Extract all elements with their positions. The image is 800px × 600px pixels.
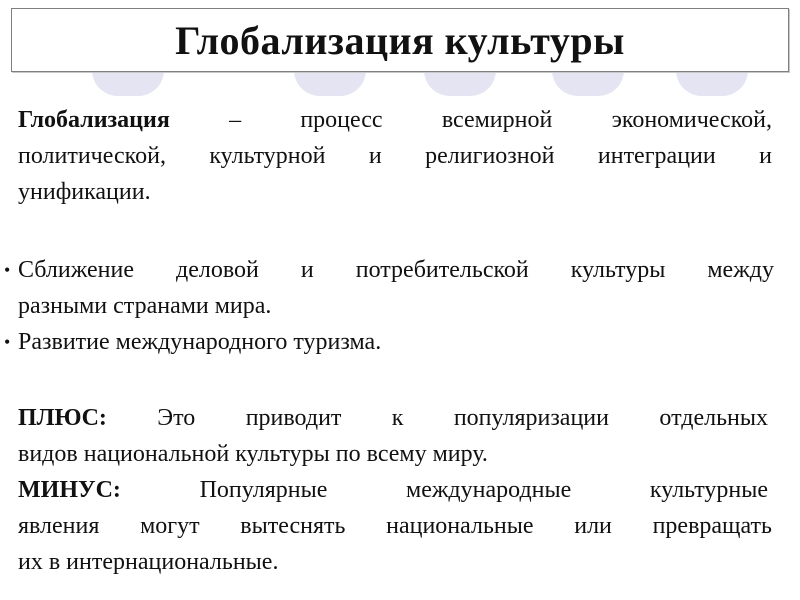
title-box	[11, 8, 789, 72]
definition-line-1	[18, 102, 772, 138]
plus-line-2: видов национальной культуры по всему миру.	[18, 441, 488, 467]
definition-text: – процесс всемирной экономической,	[169, 107, 772, 133]
minus-label: МИНУС:	[18, 477, 121, 503]
minus-line-1	[18, 472, 768, 508]
slide-title: Глобализация культуры	[175, 17, 625, 63]
list-item	[4, 324, 774, 360]
minus-line-2: явления могут вытеснять национальные или превращать	[18, 513, 772, 539]
plus-text: Это приводит к популяризации отдельных	[106, 405, 768, 431]
list-item	[4, 252, 774, 324]
plus-line-1	[18, 400, 768, 436]
definition-paragraph	[18, 102, 772, 210]
pros-cons-section	[18, 400, 772, 580]
bullet-1-line-1: Сближение деловой и потребительской культуры между	[18, 257, 774, 283]
bullet-1-line-2: разными странами мира.	[18, 293, 272, 319]
bullet-list	[4, 252, 774, 360]
minus-line-3: их в интернациональные.	[18, 549, 279, 575]
bullet-2-line-1: Развитие международного туризма.	[18, 329, 382, 355]
minus-text: Популярные международные культурные	[120, 477, 768, 503]
definition-line-2: политической, культурной и религиозной интеграции и	[18, 143, 772, 169]
bullet-icon: •	[4, 260, 11, 280]
bullet-icon: •	[4, 332, 11, 352]
plus-label: ПЛЮС:	[18, 405, 107, 431]
definition-line-3: унификации.	[18, 179, 151, 205]
definition-term: Глобализация	[18, 107, 170, 133]
